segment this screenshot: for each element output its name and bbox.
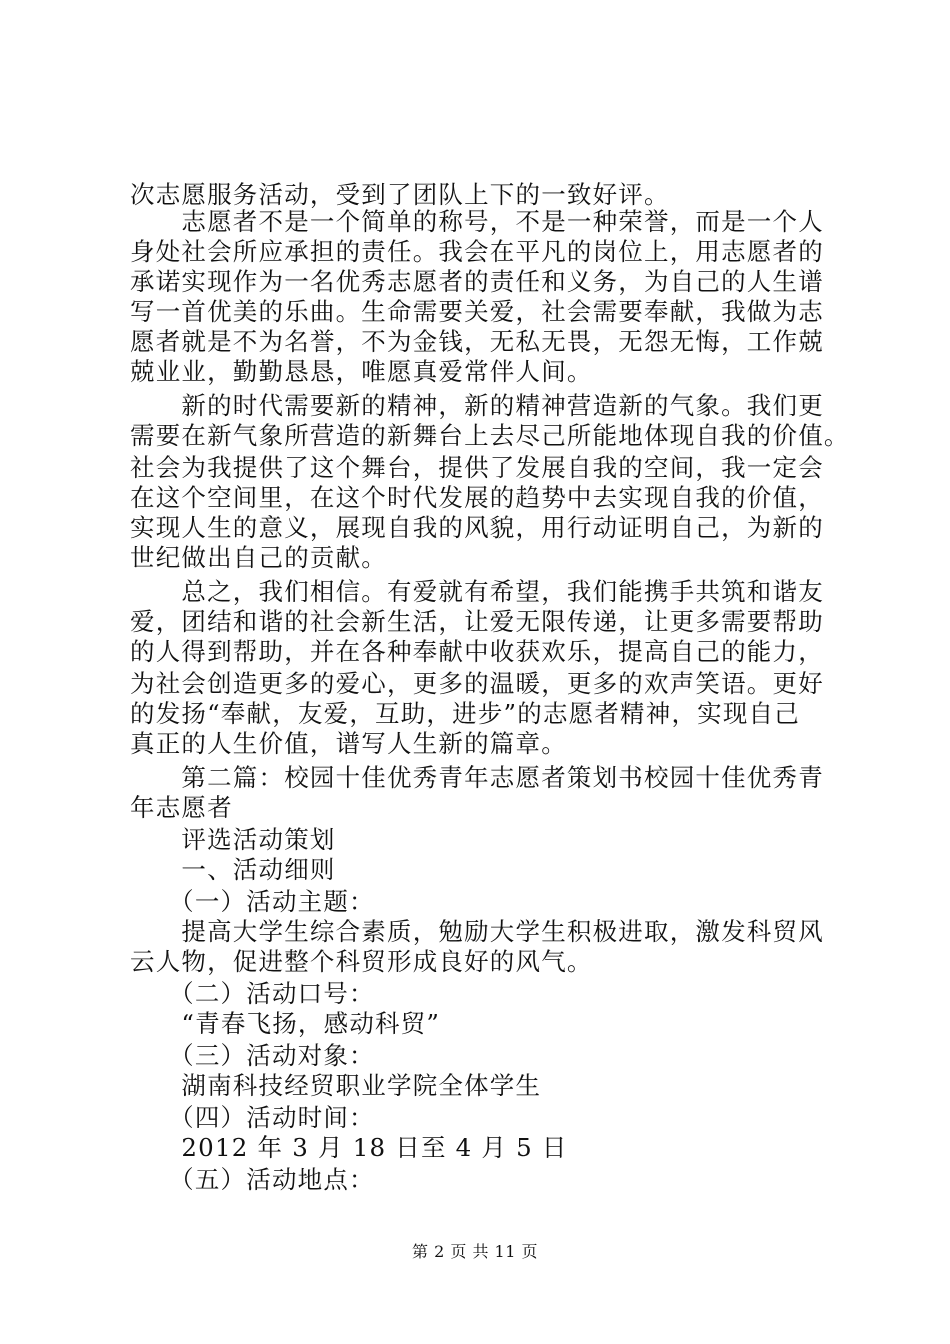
section-heading: 年志愿者 [130, 793, 233, 822]
text-line: 实现人生的意义，展现自我的风貌，用行动证明自己，为新的 [130, 513, 824, 542]
text-line: 提高大学生综合素质，勉励大学生积极进取，激发科贸风 [130, 917, 824, 946]
text-line: 在这个空间里，在这个时代发展的趋势中去实现自我的价值， [130, 483, 824, 512]
text-line: 承诺实现作为一名优秀志愿者的责任和义务，为自己的人生谱 [130, 267, 824, 296]
text-line: （五）活动地点： [130, 1165, 375, 1194]
text-line: 需要在新气象所营造的新舞台上去尽己所能地体现自我的价值。 [130, 421, 850, 450]
section-heading: 第二篇：校园十佳优秀青年志愿者策划书校园十佳优秀青 [130, 763, 824, 792]
text-line: 兢业业，勤勤恳恳，唯愿真爱常伴人间。 [130, 357, 593, 386]
text-line: （二）活动口号： [130, 979, 375, 1008]
text-line: 一、活动细则 [130, 855, 336, 884]
text-line: 2012 年 3 月 18 日至 4 月 5 日 [130, 1133, 568, 1162]
text-line: “青春飞扬，感动科贸” [130, 1009, 441, 1038]
text-line: 社会为我提供了这个舞台，提供了发展自我的空间，我一定会 [130, 453, 824, 482]
text-line: 真正的人生价值，谱写人生新的篇章。 [130, 729, 567, 758]
text-line: 身处社会所应承担的责任。我会在平凡的岗位上，用志愿者的 [130, 237, 824, 266]
text-line: 爱，团结和谐的社会新生活，让爱无限传递，让更多需要帮助 [130, 607, 824, 636]
text-line: 次志愿服务活动，受到了团队上下的一致好评。 [130, 180, 670, 209]
text-line: 的人得到帮助，并在各种奉献中收获欢乐，提高自己的能力， [130, 637, 824, 666]
text-line: （一）活动主题： [130, 887, 375, 916]
text-line: 总之，我们相信。有爱就有希望，我们能携手共筑和谐友 [130, 577, 824, 606]
text-line: 为社会创造更多的爱心，更多的温暖，更多的欢声笑语。更好 [130, 669, 824, 698]
text-line: 云人物，促进整个科贸形成良好的风气。 [130, 947, 593, 976]
text-line: （四）活动时间： [130, 1103, 375, 1132]
text-line: 写一首优美的乐曲。生命需要关爱，社会需要奉献，我做为志 [130, 297, 824, 326]
text-line: （三）活动对象： [130, 1041, 375, 1070]
page-number: 第 2 页 共 11 页 [412, 1242, 538, 1261]
text-line: 湖南科技经贸职业学院全体学生 [130, 1071, 542, 1100]
text-line: 新的时代需要新的精神，新的精神营造新的气象。我们更 [130, 391, 824, 420]
text-line: 评选活动策划 [130, 825, 336, 854]
text-line: 的发扬“奉献，友爱，互助，进步”的志愿者精神，实现自己 [130, 699, 800, 728]
text-line: 愿者就是不为名誉，不为金钱，无私无畏，无怨无悔，工作兢 [130, 327, 824, 356]
text-line: 世纪做出自己的贡献。 [130, 543, 387, 572]
text-line: 志愿者不是一个简单的称号，不是一种荣誉，而是一个人 [130, 207, 824, 236]
